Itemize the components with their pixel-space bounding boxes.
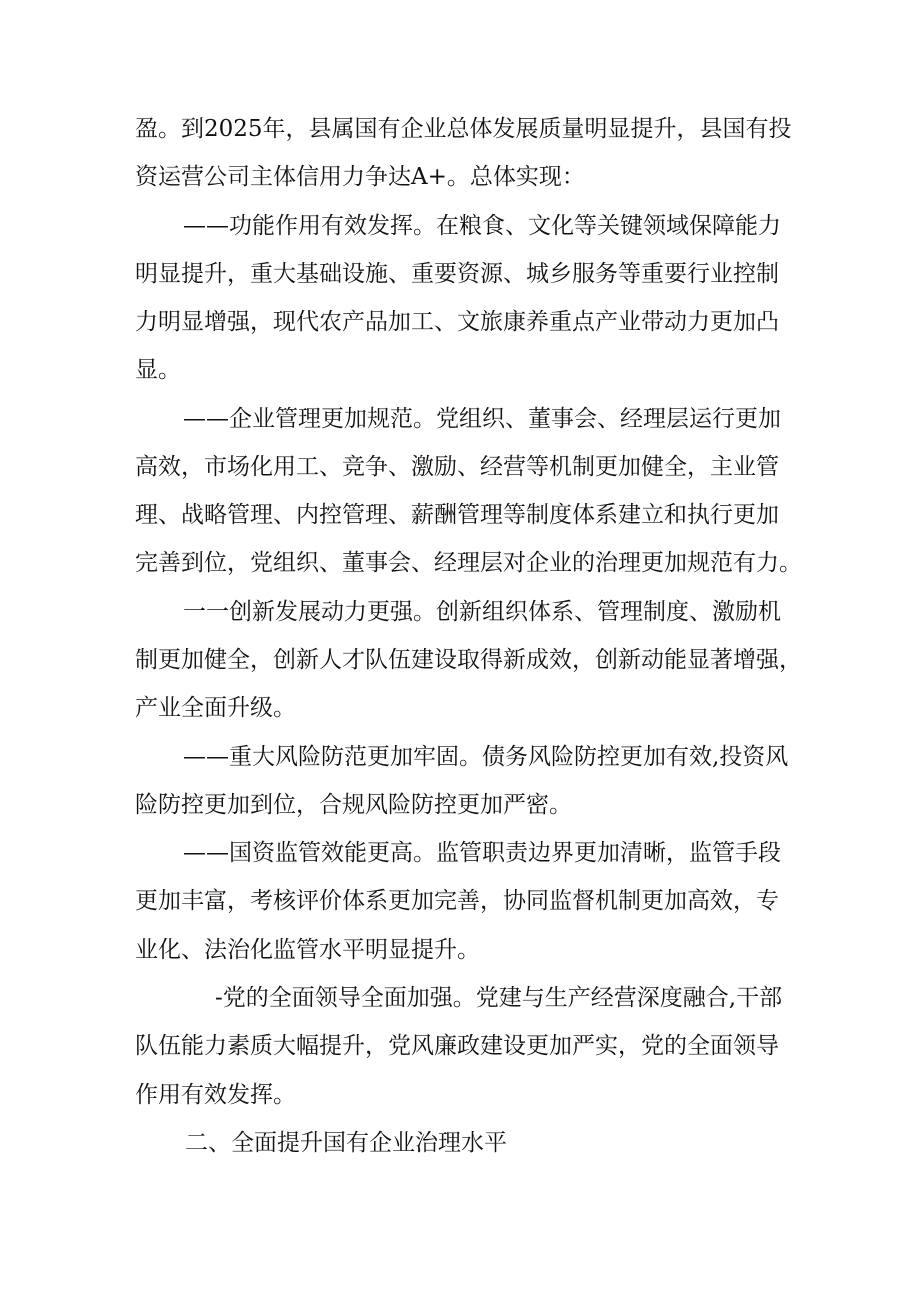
paragraph-line: 险防控更加到位，合规风险防控更加严密。 [135, 792, 572, 818]
paragraph-line: 一一创新发展动力更强。创新组织体系、管理制度、激励机 [183, 599, 781, 625]
paragraph-line: 更加丰富，考核评价体系更加完善，协同监督机制更加高效，专 [135, 888, 779, 914]
paragraph-line: 作用有效发挥。 [135, 1082, 296, 1108]
paragraph-line: 完善到位，党组织、董事会、经理层对企业的治理更加规范有力。 [135, 550, 802, 576]
paragraph-line: 理、战略管理、内控管理、薪酬管理等制度体系建立和执行更加 [135, 502, 779, 528]
paragraph-line: ——功能作用有效发挥。在粮食、文化等关键领域保障能力 [183, 213, 781, 239]
paragraph-line: -党的全面领导全面加强。党建与生产经营深度融合,干部 [215, 985, 783, 1011]
paragraph-line: 产业全面升级。 [135, 695, 296, 721]
paragraph-line: ——重大风险防范更加牢固。债务风险防控更加有效,投资风 [183, 744, 789, 770]
paragraph-line: 明显提升，重大基础设施、重要资源、城乡服务等重要行业控制 [135, 261, 779, 287]
paragraph-line: 制更加健全，创新人才队伍建设取得新成效，创新动能显著增强， [135, 647, 802, 673]
paragraph-line: 盈。到2025年，县属国有企业总体发展质量明显提升，县国有投 [135, 116, 792, 142]
paragraph-line: 资运营公司主体信用力争达A+。总体实现： [135, 164, 585, 190]
paragraph-line: 力明显增强，现代农产品加工、文旅康养重点产业带动力更加凸 [135, 309, 779, 335]
paragraph-line: 高效，市场化用工、竞争、激励、经营等机制更加健全，主业管 [135, 454, 779, 480]
paragraph-line: ——企业管理更加规范。党组织、董事会、经理层运行更加 [183, 406, 781, 432]
section-heading: 二、全面提升国有企业治理水平 [185, 1130, 507, 1156]
paragraph-line: 业化、法治化监管水平明显提升。 [135, 937, 480, 963]
paragraph-line: ——国资监管效能更高。监管职责边界更加清晰，监管手段 [183, 840, 781, 866]
paragraph-line: 队伍能力素质大幅提升，党风廉政建设更加严实，党的全面领导 [135, 1033, 779, 1059]
paragraph-line: 显。 [135, 357, 181, 383]
